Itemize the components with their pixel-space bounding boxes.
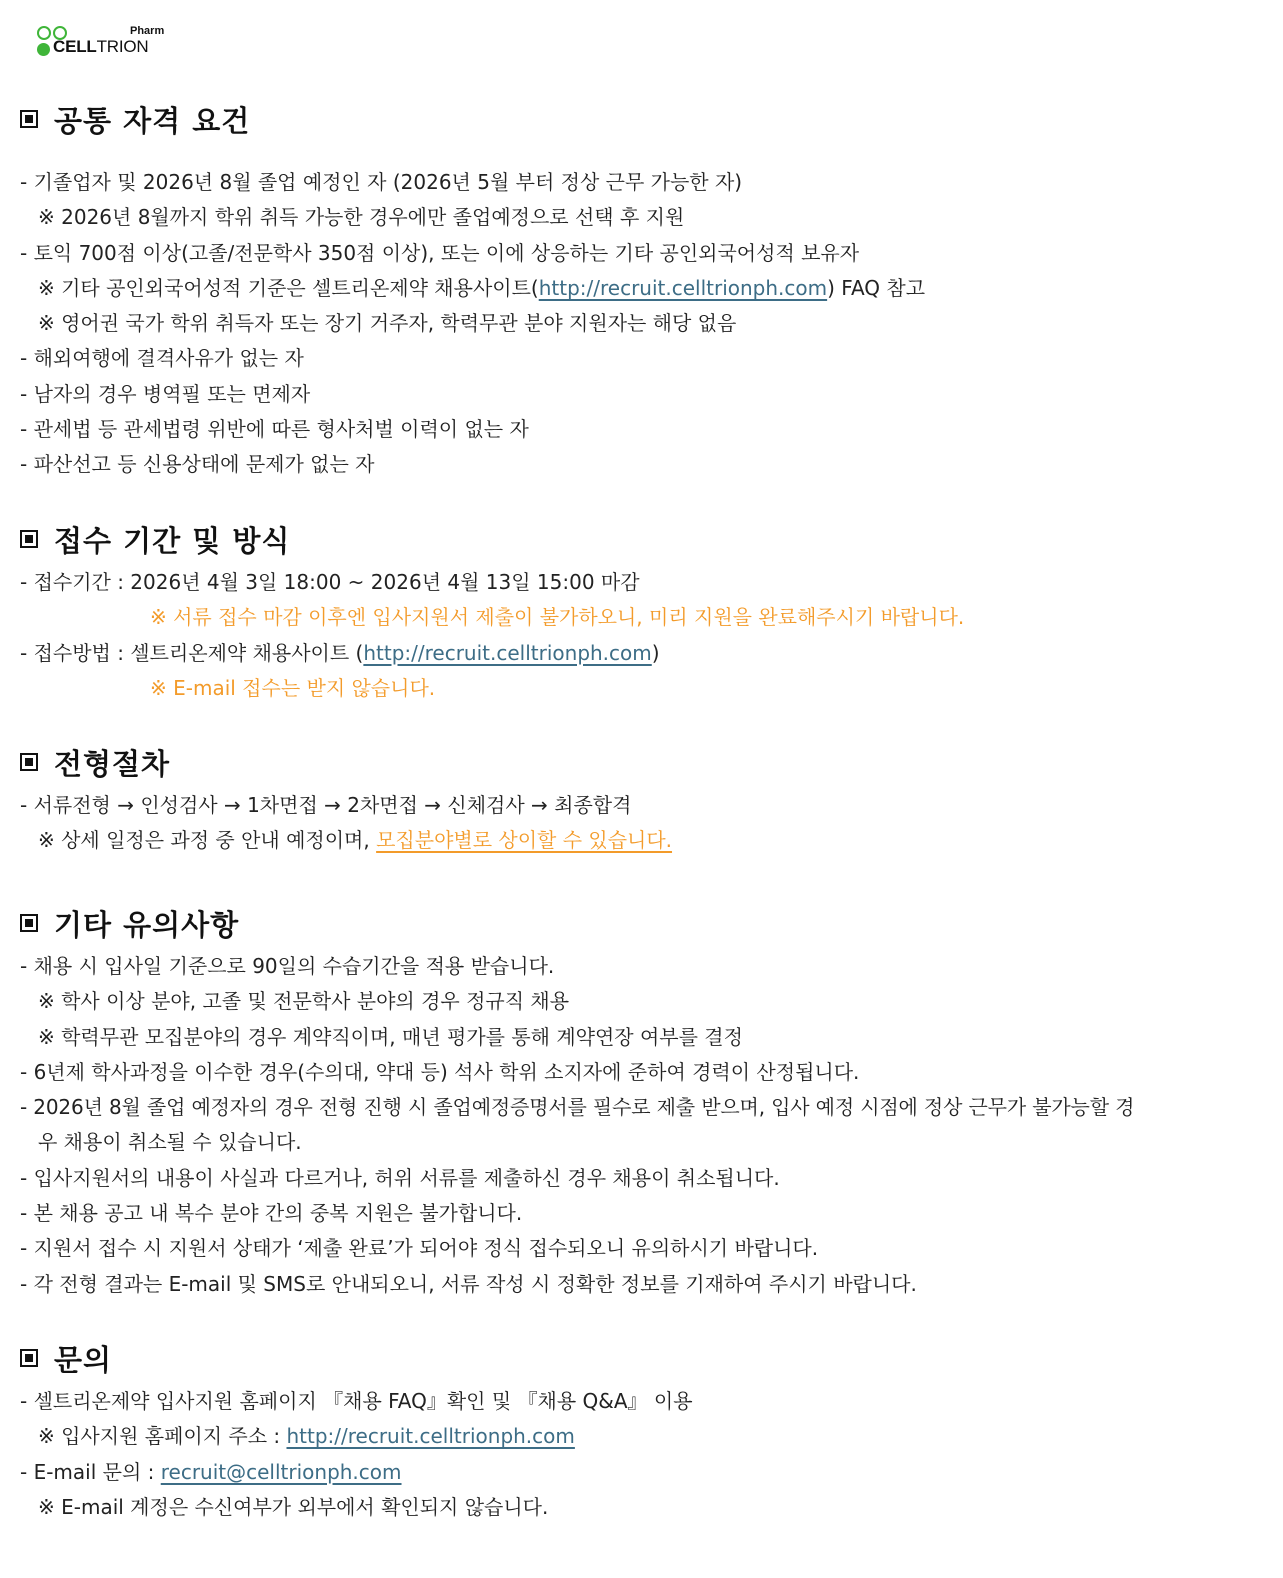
requirement-note: ※ 영어권 국가 학위 취득자 또는 장기 거주자, 학력무관 분야 지원자는 해당 없음: [38, 311, 737, 336]
requirement-line: - 토익 700점 이상(고졸/전문학사 350점 이상), 또는 이에 상응하는 기타 공인외국어성적 보유자: [20, 240, 860, 265]
notes-subline: ※ 학사 이상 분야, 고졸 및 전문학사 분야의 경우 정규직 채용: [38, 989, 570, 1014]
requirement-note: ※ 2026년 8월까지 학위 취득 가능한 경우에만 졸업예정으로 선택 후 지원: [38, 205, 685, 230]
application-method: - 접수방법 : 셀트리온제약 채용사이트 (http://recruit.celltrionph.com): [20, 640, 660, 665]
notes-line: - 2026년 8월 졸업 예정자의 경우 전형 진행 시 졸업예정증명서를 필수로 제출 받으며, 입사 예정 시점에 정상 근무가 불가능할 경: [20, 1095, 1135, 1120]
application-period: - 접수기간 : 2026년 4월 3일 18:00 ~ 2026년 4월 13일 15:00 마감: [20, 570, 640, 594]
section-heading: [20, 903, 1260, 943]
requirement-line: - 해외여행에 결격사유가 없는 자: [20, 346, 304, 371]
square-bullet-icon: [20, 1349, 38, 1367]
section-title: 접수 기간 및 방식: [54, 523, 291, 558]
contact-email: - E-mail 문의 : recruit@celltrionph.com: [20, 1459, 402, 1484]
requirement-line: - 기졸업자 및 2026년 8월 졸업 예정인 자 (2026년 5월 부터 정상 근무 가능한 자): [20, 170, 743, 194]
contact-email-note: ※ E-mail 계정은 수신여부가 외부에서 확인되지 않습니다.: [38, 1494, 549, 1519]
notes-line: - 지원서 접수 시 지원서 상태가 ‘제출 완료’가 되어야 정식 접수되오니 유의하시기 바랍니다.: [20, 1236, 819, 1261]
square-bullet-icon: [20, 753, 38, 771]
square-bullet-icon: [20, 914, 38, 932]
requirement-line: - 파산선고 등 신용상태에 문제가 없는 자: [20, 452, 375, 477]
section-notes: [20, 903, 1260, 1302]
square-bullet-icon: [20, 110, 38, 128]
notes-line-continued: 우 채용이 취소될 수 있습니다.: [38, 1130, 302, 1155]
notes-line: - 본 채용 공고 내 복수 분야 간의 중복 지원은 불가합니다.: [20, 1201, 523, 1226]
section-application: [20, 519, 1260, 706]
contact-homepage: ※ 입사지원 홈페이지 주소 : http://recruit.celltrionph.com: [38, 1424, 575, 1449]
section-heading: [20, 519, 1260, 559]
section-title: 문의: [54, 1342, 113, 1377]
recruit-homepage-link[interactable]: http://recruit.celltrionph.com: [286, 1424, 575, 1449]
section-title: 전형절차: [54, 746, 171, 781]
notes-line: - 입사지원서의 내용이 사실과 다르거나, 허위 서류를 제출하신 경우 채용이 취소됩니다.: [20, 1165, 780, 1190]
section-title: 공통 자격 요건: [54, 103, 251, 138]
celltrion-pharm-logo: [37, 24, 177, 62]
section-process: [20, 742, 1260, 859]
requirement-line: - 남자의 경우 병역필 또는 면제자: [20, 381, 311, 406]
process-note-highlight: 모집분야별로 상이할 수 있습니다.: [376, 828, 673, 853]
recruit-site-link[interactable]: http://recruit.celltrionph.com: [363, 640, 652, 665]
process-steps: - 서류전형 → 인성검사 → 1차면접 → 2차면접 → 신체검사 → 최종합격: [20, 793, 632, 817]
requirement-note: ※ 기타 공인외국어성적 기준은 셀트리온제약 채용사이트(http://recruit.celltrionph.com) FAQ 참고: [38, 275, 926, 300]
requirement-line: - 관세법 등 관세법령 위반에 따른 형사처벌 이력이 없는 자: [20, 417, 529, 442]
square-bullet-icon: [20, 530, 38, 548]
section-common-requirements: [20, 99, 1260, 483]
section-title: 기타 유의사항: [54, 907, 240, 942]
recruit-email-link[interactable]: recruit@celltrionph.com: [160, 1459, 402, 1484]
logo-wordmark: CELLTRION: [53, 37, 149, 56]
recruit-site-link[interactable]: http://recruit.celltrionph.com: [538, 275, 828, 300]
notes-subline: ※ 학력무관 모집분야의 경우 계약직이며, 매년 평가를 통해 계약연장 여부를 결정: [38, 1024, 743, 1049]
application-method-note: ※ E-mail 접수는 받지 않습니다.: [150, 675, 436, 700]
application-period-note: ※ 서류 접수 마감 이후엔 입사지원서 제출이 불가하오니, 미리 지원을 완료해주시기 바랍니다.: [150, 605, 965, 630]
logo-pharm-text: Pharm: [130, 25, 165, 37]
section-heading: [20, 99, 1260, 139]
notes-line: - 채용 시 입사일 기준으로 90일의 수습기간을 적용 받습니다.: [20, 954, 555, 978]
notes-line: - 6년제 학사과정을 이수한 경우(수의대, 약대 등) 석사 학위 소지자에 준하여 경력이 산정됩니다.: [20, 1059, 860, 1084]
section-heading: [20, 742, 1260, 782]
section-heading: [20, 1338, 1260, 1378]
notes-line: - 각 전형 결과는 E-mail 및 SMS로 안내되오니, 서류 작성 시 정확한 정보를 기재하여 주시기 바랍니다.: [20, 1271, 917, 1296]
contact-line: - 셀트리온제약 입사지원 홈페이지 『채용 FAQ』확인 및 『채용 Q&A』 이용: [20, 1389, 693, 1413]
process-note: ※ 상세 일정은 과정 중 안내 예정이며, 모집분야별로 상이할 수 있습니다.: [38, 828, 673, 853]
section-contact: [20, 1338, 1260, 1525]
